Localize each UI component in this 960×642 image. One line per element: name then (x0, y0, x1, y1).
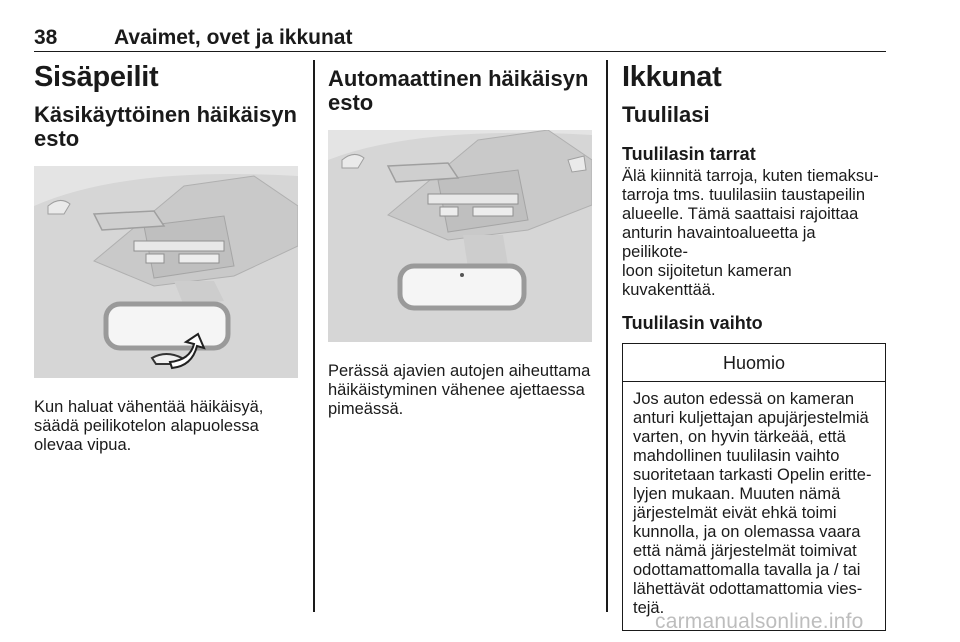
text-line: anturi kuljettajan apujärjestelmiä (633, 409, 869, 427)
windscreen-stickers-text (622, 167, 886, 300)
text-line: lyjen mukaan. Muuten nämä (633, 485, 841, 503)
subheading-windscreen: Tuulilasi (622, 102, 710, 127)
notice-box (622, 343, 886, 631)
section-heading-interior-mirrors: Sisäpeilit (34, 61, 159, 93)
text-line: Älä kiinnitä tarroja, kuten tiemaksu- (622, 167, 879, 185)
text-line: loon sijoitetun kameran kuvakenttää. (622, 262, 792, 299)
text-line: Kun haluat vähentää häikäisyä, (34, 398, 264, 416)
column-divider-1 (313, 60, 315, 612)
column-automatic-antidazzle (328, 60, 592, 419)
page-number: 38 (34, 26, 58, 49)
manual-antidazzle-instruction (34, 398, 298, 455)
subheading-automatic-antidazzle (328, 67, 592, 115)
text-line: tejä. (633, 599, 665, 617)
subheading-line: Automaattinen häikäisyn (328, 66, 589, 91)
subheading-line: esto (328, 90, 374, 115)
text-line: Perässä ajavien autojen aiheuttama (328, 362, 591, 380)
subheading-line: esto (34, 126, 80, 151)
running-title: Avaimet, ovet ja ikkunat (114, 26, 353, 49)
text-line: että nämä järjestelmät toimivat (633, 542, 857, 560)
text-line: suoritetaan tarkasti Opelin eritte- (633, 466, 872, 484)
text-line: varten, on hyvin tärkeää, että (633, 428, 846, 446)
text-line: kunnolla, ja on olemassa vaara (633, 523, 861, 541)
windscreen-replacement-title: Tuulilasin vaihto (622, 313, 763, 333)
manual-mirror-drawing (34, 166, 298, 378)
watermark: carmanualsonline.info (655, 610, 864, 633)
auto-mirror-drawing (328, 130, 592, 342)
auto-mirror-illustration (328, 130, 592, 342)
section-heading-windows: Ikkunat (622, 61, 722, 93)
windscreen-stickers-title: Tuulilasin tarrat (622, 144, 756, 164)
text-line: olevaa vipua. (34, 436, 132, 454)
column-windows (622, 60, 886, 631)
text-line: säädä peilikotelon alapuolessa (34, 417, 259, 435)
text-line: odottamattomalla tavalla ja / tai (633, 561, 861, 579)
text-line: anturin havaintoalueetta ja peilikote- (622, 224, 816, 261)
subheading-line: Käsikäyttöinen häikäisyn (34, 102, 297, 127)
page-header (34, 26, 886, 52)
text-line: lähettävät odottamattomia vies- (633, 580, 863, 598)
notice-body (623, 382, 885, 630)
manual-mirror-illustration (34, 166, 298, 378)
column-divider-2 (606, 60, 608, 612)
text-line: mahdollinen tuulilasin vaihto (633, 447, 840, 465)
text-line: häikäistyminen vähenee ajettaessa (328, 381, 585, 399)
text-line: järjestelmät eivät ehkä toimi (633, 504, 837, 522)
notice-title: Huomio (623, 344, 885, 382)
column-interior-mirrors (34, 60, 298, 455)
text-line: alueelle. Tämä saattaisi rajoittaa (622, 205, 859, 223)
text-line: Jos auton edessä on kameran (633, 390, 855, 408)
subheading-manual-antidazzle (34, 103, 298, 151)
text-line: pimeässä. (328, 400, 404, 418)
automatic-antidazzle-description (328, 362, 592, 419)
text-line: tarroja tms. tuulilasiin taustapeilin (622, 186, 866, 204)
